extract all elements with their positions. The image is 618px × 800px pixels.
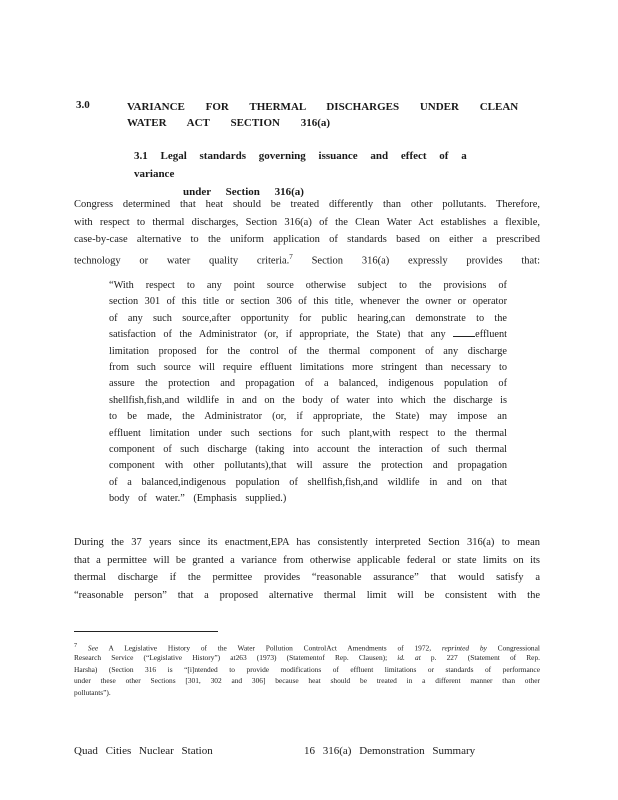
footer-left: Quad Cities Nuclear Station [74,745,213,757]
quote-line-last: body of water.” (Emphasis supplied.) [109,493,287,505]
quote-line: assure the protection and propagation of a balanced, indigenous population of [109,378,507,390]
section-title: VARIANCE FOR THERMAL DISCHARGES UNDER CLEAN WATER ACT SECTION 316(a) [127,101,519,129]
block-quote [109,278,507,507]
text-line-end: Section 316(a) expressly provides that: [311,255,540,266]
footer-right: 16 316(a) Demonstration Summary [304,745,476,757]
subsection-title-line1: 3.1 Legal standards governing issuance and effect of a variance [134,150,467,180]
quote-line: limitation proposed for the control of the thermal component of any discharge [109,345,507,357]
quote-line: effluent limitation under such sections for such plant,with respect to the thermal [109,427,507,439]
footnote-marker: 7 [74,643,78,649]
text-line: case-by-case alternative to the uniform application of standards based on either a prescribed [74,234,540,245]
quote-line-end: effluent [475,329,507,341]
footnote-text: Congressional [497,643,540,653]
footnote-line [74,641,540,652]
footnote-text: Research Service (“Legislative History”) at263 (1973) (Statementof Rep. Clausen); [74,653,388,663]
quote-line: shellfish,fish,and wildlife in and on the body of water into which the discharge is [109,394,507,406]
footnote-text: p. 227 (Statement of Rep. [430,653,540,663]
text-line: “reasonable person” that a proposed alternative thermal limit will be consistent with the [74,589,540,601]
quote-line: section 301 of this title or section 306 of this title, whenever the owner or operator [109,296,507,308]
subsection-title-line2: under Section 316(a) [183,186,304,198]
quote-line: of a balanced,indigenous population of shellfish,fish,and wildlife in and on that [109,476,507,488]
text-line: Congress determined that heat should be treated differently than other pollutants. Therefore, [74,199,540,210]
subsection-title [134,147,504,201]
footnote-line: Harsha) (Section 316 is “[i]ntended to provide modifications of effluent limitations or standards of performance [74,664,540,674]
quote-line [109,327,507,343]
footnote-reprinted: reprinted by [441,643,487,653]
text-line [74,249,540,267]
paragraph-epa [74,534,540,604]
quote-line: from such source will require effluent limitations more stringent than necessary to [109,361,507,373]
text-line: that a permittee will be granted a variance from otherwise applicable federal or state limits on its [74,554,540,566]
blank-underline [453,327,475,337]
footnote-id-at: id. at [397,653,421,663]
section-number: 3.0 [76,99,90,111]
quote-line-start: satisfaction of the Administrator (or, if appropriate, the State) that any [109,329,446,341]
quote-line: of any such source,after opportunity for public hearing,can demonstrate to the [109,312,507,324]
quote-line: component with other pollutants),that will assure the protection and propagation [109,460,507,472]
text-line: thermal discharge if the permittee provides “reasonable assurance” that would satisfy a [74,572,540,583]
footnote-ref[interactable]: 7 [289,252,293,261]
text-line: with respect to thermal discharges, Section 316(a) of the Clean Water Act establishes a flexible, [74,216,540,228]
footnote-divider [74,631,218,632]
footnote-see: See [87,643,99,653]
quote-line: to be made, the Administrator (or, if appropriate, the State) may impose an [109,411,507,423]
text-line: During the 37 years since its enactment,EPA has consistently interpreted Section 316(a) to mean [74,537,540,548]
footnote-line: under these other Sections [301, 302 and 306] because heat should be treated in a different manner than other [74,676,540,686]
footnote-line: pollutants”). [74,687,111,697]
paragraph-intro [74,196,540,266]
text-line-start: technology or water quality criteria. [74,255,290,266]
footnote [74,641,540,698]
quote-line: component of such discharge (taking into account the interaction of such thermal [109,443,507,455]
quote-line: “With respect to any point source otherwise subject to the provisions of [109,280,507,291]
footnote-text: A Legislative History of the Water Pollution ControlAct Amendments of 1972, [108,643,432,653]
footnote-line [74,652,540,663]
